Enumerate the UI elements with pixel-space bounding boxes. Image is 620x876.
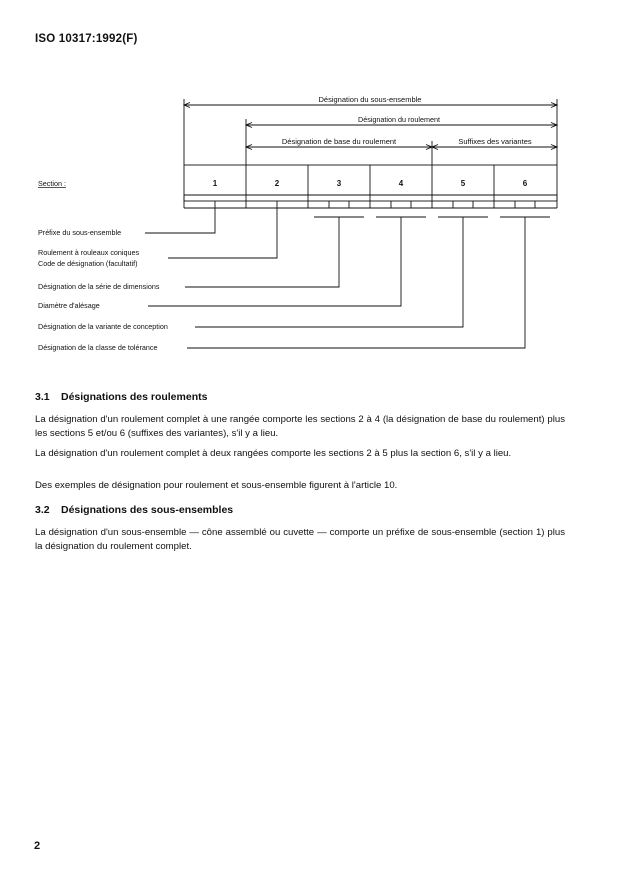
section-number-1: 1 bbox=[212, 179, 218, 188]
paragraph-3-1-c: Des exemples de désignation pour roulement et sous-ensemble figurent à l'article 10. bbox=[35, 480, 398, 491]
label-tolerance-class: Désignation de la classe de tolérance bbox=[38, 343, 158, 352]
basic-header: Désignation de base du roulement bbox=[281, 137, 397, 146]
section-boxes bbox=[184, 165, 557, 208]
page-number: 2 bbox=[34, 840, 41, 852]
section-number-3: 3 bbox=[336, 179, 342, 188]
section-3-2-number: 3.2 bbox=[35, 504, 50, 516]
basic-suffix-span bbox=[246, 137, 557, 165]
section-3-2-heading: Désignations des sous-ensembles bbox=[61, 504, 234, 516]
section-label: Section : bbox=[38, 179, 66, 188]
label-designation-code: Code de désignation (facultatif) bbox=[38, 259, 138, 268]
section-3-1-title bbox=[35, 391, 207, 403]
section-3-1-heading: Désignations des roulements bbox=[61, 391, 208, 403]
section-3-2-title bbox=[35, 504, 233, 516]
subassembly-header: Désignation du sous-ensemble bbox=[318, 95, 422, 104]
subassembly-span bbox=[184, 95, 557, 165]
section-number-2: 2 bbox=[274, 179, 280, 188]
section-number-5: 5 bbox=[460, 179, 466, 188]
label-tapered-roller-bearing: Roulement à rouleaux coniques bbox=[38, 248, 140, 257]
document-header: ISO 10317:1992(F) bbox=[35, 33, 138, 45]
section-number-6: 6 bbox=[522, 179, 528, 188]
paragraph-3-1-b: La désignation d'un roulement complet à deux rangées comporte les sections 2 à 5 plus la section 6, s'il y a lieu. bbox=[35, 448, 512, 459]
section-number-4: 4 bbox=[398, 179, 404, 188]
label-subassembly-prefix: Préfixe du sous-ensemble bbox=[38, 228, 122, 237]
label-bore-diameter: Diamètre d'alésage bbox=[38, 301, 100, 310]
suffixes-header: Suffixes des variantes bbox=[458, 137, 532, 146]
leader-lines bbox=[145, 208, 525, 348]
section-3-1-number: 3.1 bbox=[35, 391, 50, 403]
designation-diagram bbox=[0, 0, 620, 370]
label-dimension-series: Désignation de la série de dimensions bbox=[38, 282, 160, 291]
paragraph-3-2-a: La désignation d'un sous-ensemble — cône assemblé ou cuvette — comporte un préfixe de sous-ensemble (section 1) plus la désignation du roulement complet. bbox=[35, 527, 565, 552]
bearing-header: Désignation du roulement bbox=[358, 115, 440, 124]
label-design-variant: Désignation de la variante de conception bbox=[38, 322, 168, 331]
paragraph-3-1-a: La désignation d'un roulement complet à une rangée comporte les sections 2 à 4 (la désignation de base du roulement) plus les sections 5 et/ou 6 (suffixes des variantes), s'il y a lieu. bbox=[35, 414, 565, 439]
